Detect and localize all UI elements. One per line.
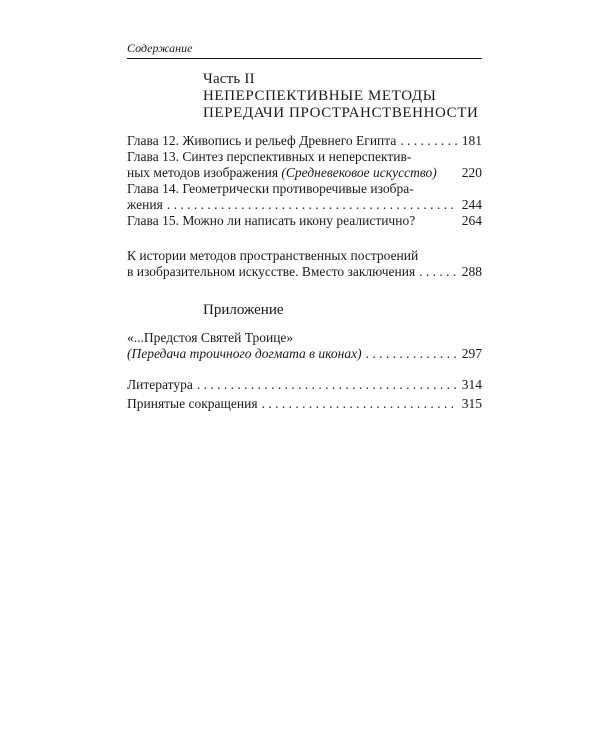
- toc-entry-text: Принятые сокращения: [127, 396, 258, 411]
- leader-dots: [400, 133, 457, 149]
- part-title-line-1: НЕПЕРСПЕКТИВНЫЕ МЕТОДЫ: [203, 88, 437, 104]
- toc-page-number: 264: [461, 213, 482, 228]
- toc-entry-appendix[interactable]: [127, 330, 482, 362]
- part-heading: [203, 71, 493, 122]
- toc-page-number: 297: [461, 346, 482, 361]
- toc-entry-text: К истории методов пространственных построений: [127, 248, 419, 263]
- toc-entry-chapter-12[interactable]: [127, 133, 482, 149]
- toc-entry-text-cont: в изобразительном искусстве. Вместо заключения: [127, 264, 416, 279]
- leader-dots: [419, 264, 458, 280]
- toc-page-number: 220: [461, 165, 482, 180]
- toc-page-number: 244: [461, 197, 482, 212]
- toc-entry-text-cont: (Передача троичного догмата в иконах): [127, 346, 362, 361]
- chapter-list: [127, 133, 482, 229]
- toc-entry-text-cont: жения: [127, 197, 163, 212]
- toc-entry-text: Глава 12. Живопись и рельеф Древнего Египта: [127, 133, 397, 148]
- toc-page-number: 314: [461, 377, 482, 392]
- part-label: Часть II: [203, 71, 255, 87]
- toc-entry-text: Литература: [127, 377, 193, 392]
- running-header: Содержание: [127, 41, 482, 59]
- toc-entry-text: «...Предстоя Святей Троице»: [127, 330, 294, 345]
- appendix-heading: Приложение: [203, 302, 284, 318]
- leader-dots: [167, 197, 458, 213]
- toc-entry-chapter-15[interactable]: [127, 213, 482, 229]
- toc-entry-text: Глава 13. Синтез перспективных и неперспектив-: [127, 149, 412, 164]
- part-title-line-2: ПЕРЕДАЧИ ПРОСТРАНСТВЕННОСТИ: [203, 105, 479, 121]
- toc-entry-conclusion[interactable]: [127, 248, 482, 280]
- toc-entry-text: Глава 15. Можно ли написать икону реалистично?: [127, 213, 416, 228]
- leader-dots: [197, 377, 458, 393]
- toc-entry-chapter-14[interactable]: [127, 181, 482, 213]
- toc-page-number: 288: [461, 264, 482, 279]
- back-matter-list: [127, 377, 482, 412]
- toc-entry-text-cont: ных методов изображения (Средневековое искусство): [127, 165, 437, 180]
- toc-entry-abbreviations[interactable]: [127, 396, 482, 412]
- toc-entry-text: Глава 14. Геометрически противоречивые изобра-: [127, 181, 414, 196]
- toc-page-number: 181: [461, 133, 482, 148]
- leader-dots: [262, 396, 458, 412]
- toc-entry-literature[interactable]: [127, 377, 482, 393]
- toc-entry-chapter-13[interactable]: [127, 149, 482, 181]
- toc-page-number: 315: [461, 396, 482, 411]
- leader-dots: [366, 346, 458, 362]
